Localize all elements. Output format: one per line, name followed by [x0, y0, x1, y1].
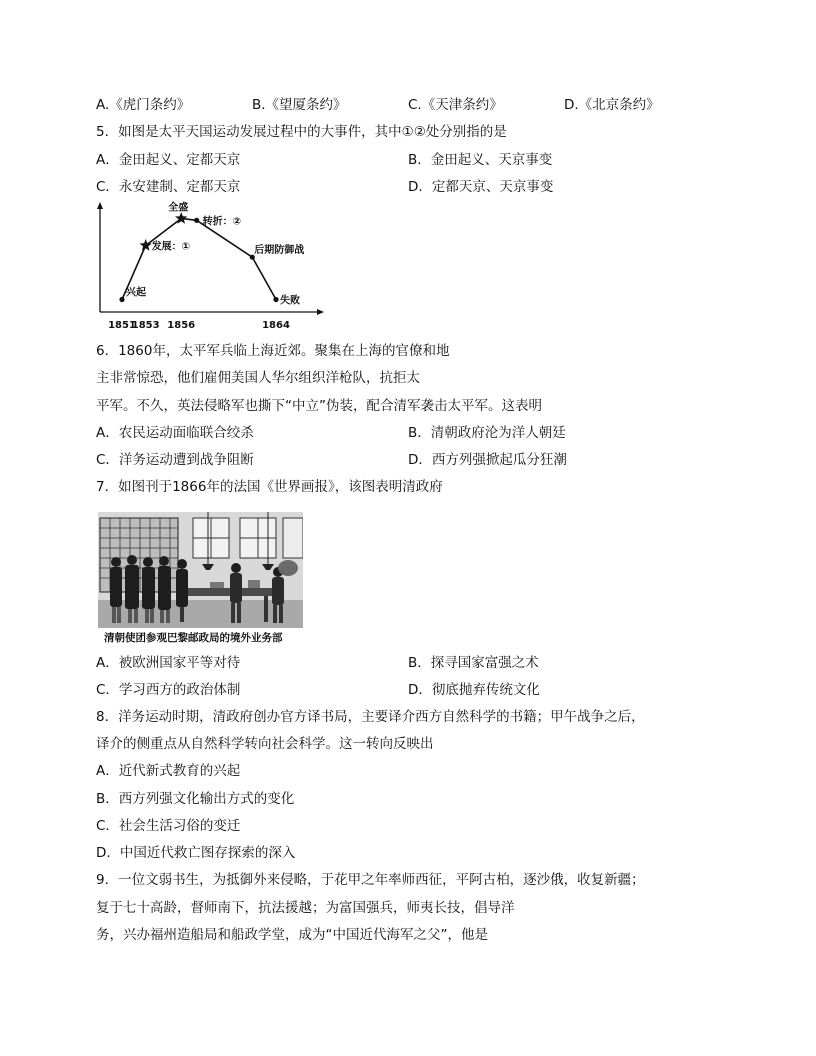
q5-option-b: B．金田起义、天京事变	[408, 152, 553, 168]
q9-stem-line-2: 复于七十高龄，督师南下，抗法援越；为富国强兵，师夷长技，倡导洋	[96, 900, 515, 916]
data-point	[273, 297, 278, 302]
q6-stem-line-2: 主非常惊恐，他们雇佣美国人华尔组织洋枪队，抗拒太	[96, 370, 420, 386]
q8-option-d: D．中国近代救亡图存探索的深入	[96, 845, 296, 861]
q6-option-a: A．农民运动面临联合绞杀	[96, 425, 254, 441]
q7-option-a: A．被欧洲国家平等对待	[96, 655, 241, 671]
q7-stem: 7．如图刊于1866年的法国《世界画报》，该图表明清政府	[96, 479, 443, 495]
event-label: 后期防御战	[254, 245, 305, 257]
data-point	[119, 297, 124, 302]
q7-option-d: D．彻底抛弃传统文化	[408, 682, 540, 698]
q6-stem-line-3: 平军。不久，英法侵略军也撕下“中立”伪装，配合清军袭击太平军。这表明	[96, 398, 542, 414]
q4-option-a: A.《虎门条约》	[96, 97, 191, 113]
q6-option-c: C．洋务运动遭到战争阻断	[96, 452, 254, 468]
data-point	[194, 218, 199, 223]
q5-option-d: D．定都天京、天京事变	[408, 179, 554, 195]
q9-stem-line-3: 务，兴办福州造船局和船政学堂，成为“中国近代海军之父”，他是	[96, 927, 488, 943]
event-label: 发展：①	[151, 241, 191, 253]
q4-option-d: D.《北京条约》	[564, 97, 660, 113]
q4-option-b: B.《望厦条约》	[252, 97, 347, 113]
q5-stem: 5．如图是太平天国运动发展过程中的大事件，其中①②处分别指的是	[96, 124, 507, 140]
y-axis-arrow	[97, 202, 103, 209]
x-tick-label: 1864	[262, 320, 290, 331]
engraving-illustration	[98, 512, 303, 628]
event-label: 全盛	[168, 202, 189, 214]
q5-option-c: C．永安建制、定都天京	[96, 179, 241, 195]
x-tick-label: 1851	[108, 320, 136, 331]
taiping-chart-svg	[92, 200, 342, 340]
star-marker	[140, 239, 152, 251]
event-label: 转折：②	[202, 216, 242, 228]
x-tick-label: 1856	[167, 320, 196, 331]
q8-stem-line-2: 译介的侧重点从自然科学转向社会科学。这一转向反映出	[96, 736, 434, 752]
q8-stem-line-1: 8．洋务运动时期，清政府创办官方译书局，主要译介西方自然科学的书籍；甲午战争之后，	[96, 709, 645, 725]
q8-option-b: B．西方列强文化输出方式的变化	[96, 791, 295, 807]
q7-option-b: B．探寻国家富强之术	[408, 655, 539, 671]
engraving-caption: 清朝使团参观巴黎邮政局的境外业务部	[104, 632, 283, 644]
q8-option-a: A．近代新式教育的兴起	[96, 763, 241, 779]
event-label: 失败	[280, 295, 300, 307]
q6-stem-line-1: 6．1860年，太平军兵临上海近郊。聚集在上海的官僚和地	[96, 343, 450, 359]
q7-option-c: C．学习西方的政治体制	[96, 682, 241, 698]
q4-option-c: C.《天津条约》	[408, 97, 503, 113]
x-tick-label: 1853	[131, 320, 160, 331]
x-axis-arrow	[317, 309, 324, 315]
q9-stem-line-1: 9．一位文弱书生，为抵御外来侵略，于花甲之年率师西征，平阿古柏，逐沙俄，收复新疆；	[96, 872, 645, 888]
q5-option-a: A．金田起义、定都天京	[96, 152, 241, 168]
event-label: 兴起	[126, 287, 146, 299]
q6-option-d: D．西方列强掀起瓜分狂潮	[408, 452, 567, 468]
taiping-chart	[92, 200, 342, 340]
q6-option-b: B．清朝政府沦为洋人朝廷	[408, 425, 566, 441]
q8-option-c: C．社会生活习俗的变迁	[96, 818, 241, 834]
